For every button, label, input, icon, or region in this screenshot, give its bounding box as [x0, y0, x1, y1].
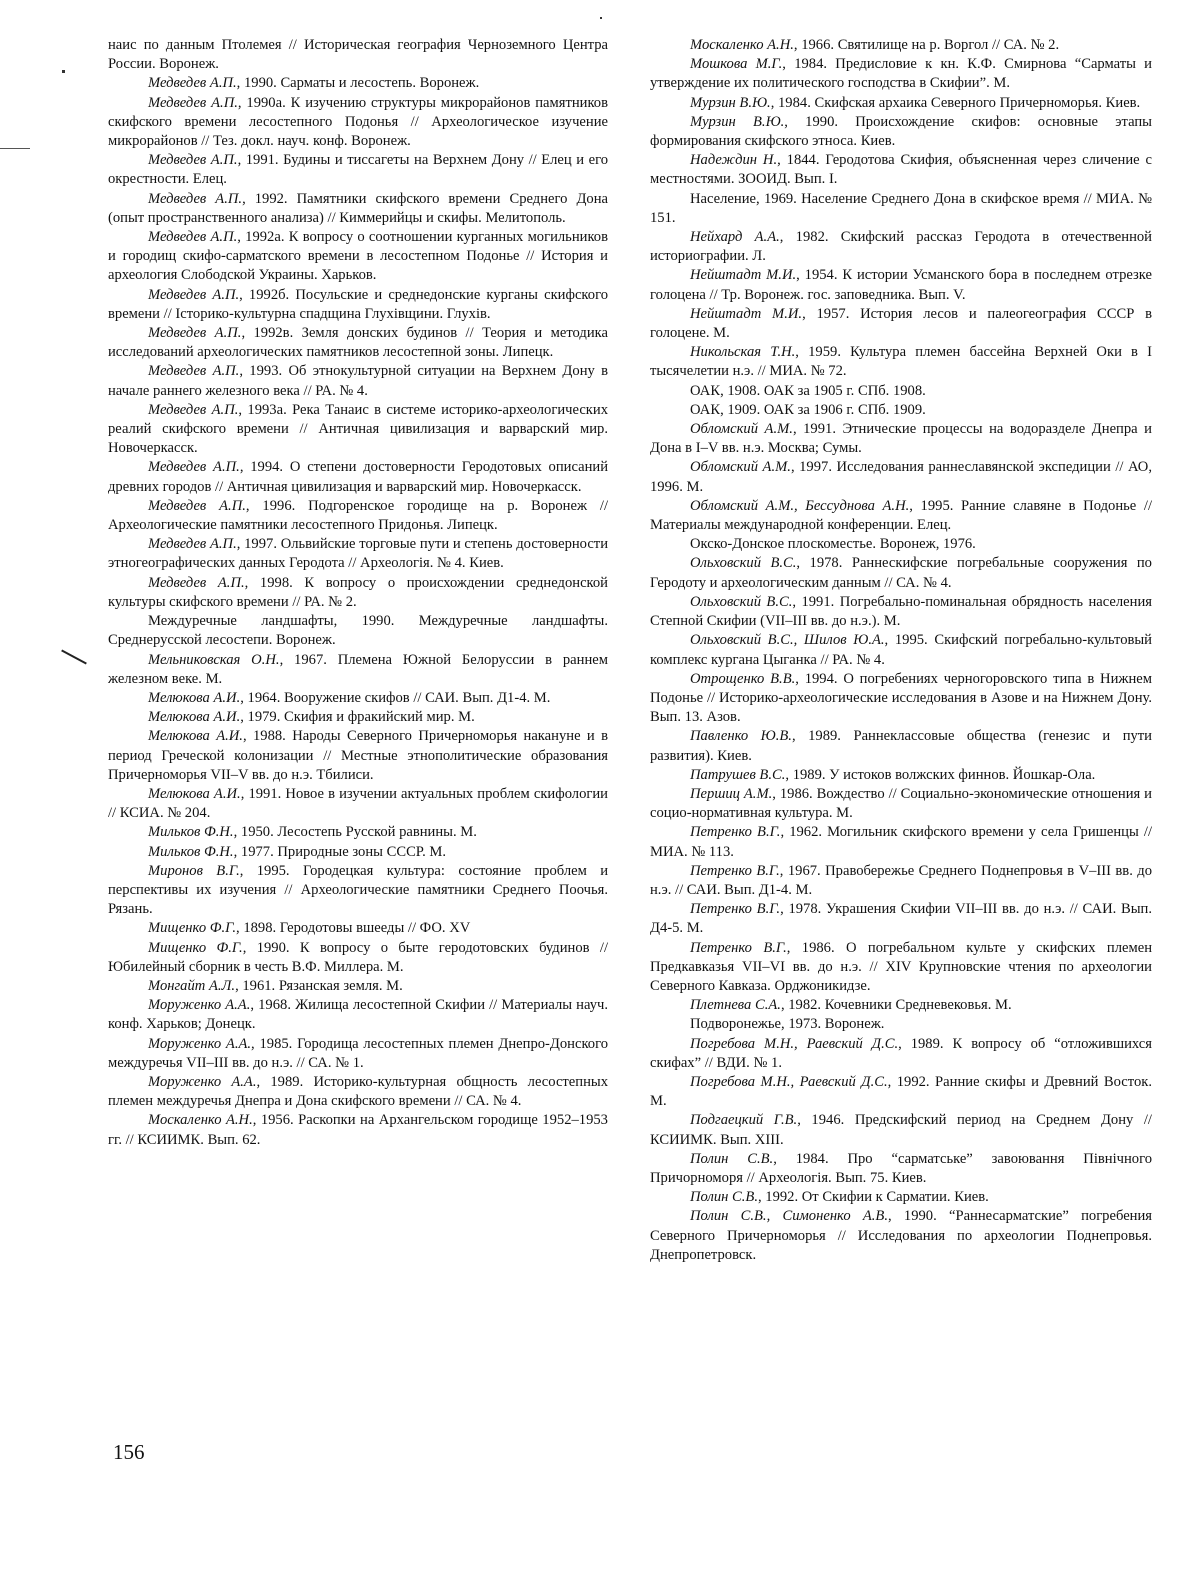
bibliography-entry [108, 939, 608, 977]
entry-text: , 1954. К истории Усманского бора в последнем отрезке голоцена // Тр. Воронеж. гос. заповедника. Вып. V. [650, 267, 1152, 303]
entry-author: Погребова М.Н., Раевский Д.С. [690, 1073, 888, 1090]
entry-author: Нейхард А.А. [690, 229, 780, 246]
entry-text: , 1993а. Река Танаис в системе историко-археологических реалий скифского времени // Античная цивилизация и варварский мир. Новочеркасск. [108, 401, 609, 457]
entry-text: ОАК, 1908. ОАК за 1905 г. СПб. 1908. [690, 382, 926, 399]
entry-author: Павленко Ю.В. [690, 728, 792, 745]
bibliography-entry [650, 401, 1152, 420]
bibliography-entry [650, 55, 1152, 93]
bibliography-entry [108, 977, 608, 996]
entry-text: , 1992. От Скифии к Сарматии. Киев. [757, 1189, 989, 1206]
bibliography-column-left [108, 36, 608, 1150]
bibliography-entry [650, 1073, 1152, 1111]
bibliography-entry [650, 1035, 1152, 1073]
bibliography-entry [650, 862, 1152, 900]
entry-text: , 1995. Ранние славяне в Подонье // Материалы международной конференции. Елец. [650, 497, 1152, 534]
entry-author: Мелюкова А.И. [148, 689, 241, 706]
bibliography-entry [650, 266, 1152, 304]
entry-author: Нейштадт М.И. [690, 267, 797, 284]
bibliography-entry [650, 631, 1152, 669]
entry-text: , 1990а. К изучению структуры микрорайонов памятников скифского времени лесостепного Подонья // Археологическое изучение микрорайонов // Тез. докл. науч. конф. Воронеж. [108, 94, 608, 150]
entry-text: , 1986. Вождество // Социально-экономические отношения и социо-нормативная культура. М. [650, 785, 1152, 822]
bibliography-entry [108, 708, 608, 727]
bibliography-entry [108, 843, 608, 862]
entry-text: , 1978. Раннескифские погребальные сооружения по Геродоту и археологическим данным // СА. № 4. [650, 555, 1152, 591]
entry-text: , 1978. Украшения Скифии VII–III вв. до н.э. // САИ. Вып. Д4-5. М. [650, 901, 1152, 937]
entry-author: Мильков Ф.Н. [148, 824, 234, 841]
bibliography-entry [108, 1035, 608, 1073]
bibliography-entry [108, 862, 608, 920]
bibliography-entry [650, 1111, 1152, 1149]
entry-text: , 1995. Скифский погребально-культовый комплекс кургана Цыганка // РА. № 4. [650, 632, 1152, 668]
bibliography-entry [108, 401, 608, 459]
entry-author: Медведев А.П. [148, 286, 240, 303]
entry-text: , 1959. Культура племен бассейна Верхней Оки в I тысячелетии н.э. // МИА. № 72. [650, 344, 1152, 380]
scan-speck [61, 650, 87, 665]
bibliography-entry [650, 458, 1152, 496]
entry-text: , 1979. Скифия и фракийский мир. М. [240, 709, 475, 726]
bibliography-entry [650, 900, 1152, 938]
bibliography-entry [650, 727, 1152, 765]
bibliography-entry [650, 670, 1152, 728]
bibliography-entry [108, 228, 608, 286]
entry-author: Полин С.В. [690, 1150, 774, 1167]
entry-author: Плетнева С.А. [690, 997, 781, 1014]
entry-text: , 1992. Ранние скифы и Древний Восток. М. [650, 1073, 1152, 1110]
entry-author: Медведев А.П. [148, 401, 239, 418]
bibliography-entry [650, 766, 1152, 785]
entry-author: Полин С.В. [690, 1189, 758, 1206]
entry-author: Ольховский В.С. [690, 555, 797, 572]
entry-text: , 1946. Предскифский период на Среднем Дону // КСИИМК. Вып. XIII. [650, 1112, 1152, 1148]
scan-speck [0, 148, 30, 149]
entry-text: , 1984. Предисловие к кн. К.Ф. Смирнова “Сарматы и утверждение их политического господства в Скифии”. М. [650, 56, 1152, 92]
entry-text: , 1994. О степени достоверности Геродотовых описаний древних городов // Античная цивилизация и варварский мир. Новочеркасск. [108, 459, 609, 495]
bibliography-entry [650, 113, 1152, 151]
entry-author: Петренко В.Г. [690, 862, 780, 879]
entry-text: , 1984. Про “сарматське” завоювання Північного Причорноморя // Археологія. Вып. 75. Киев. [650, 1150, 1153, 1186]
entry-text: , 1844. Геродотова Скифия, объясненная через сличение с местностями. ЗООИД. Вып. I. [650, 152, 1152, 188]
bibliography-column-right [650, 36, 1152, 1265]
bibliography-entry [650, 497, 1152, 535]
entry-author: Мелюкова А.И. [148, 709, 241, 726]
entry-text: ОАК, 1909. ОАК за 1906 г. СПб. 1909. [690, 401, 926, 418]
entry-author: Мошкова М.Г. [690, 56, 783, 73]
entry-text: , 1982. Скифский рассказ Геродота в отечественной историографии. Л. [650, 229, 1152, 265]
entry-author: Моруженко А.А. [148, 997, 251, 1014]
entry-text: , 1957. История лесов и палеогеография СССР в голоцене. М. [650, 305, 1152, 342]
entry-text: , 1997. Исследования раннеславянской экспедиции // АО, 1996. М. [650, 459, 1152, 495]
entry-author: Полин С.В., Симоненко А.В. [690, 1208, 888, 1225]
entry-author: Медведев А.П. [148, 190, 243, 207]
entry-text: , 1966. Святилище на р. Воргол // СА. № 2. [793, 37, 1060, 53]
entry-text: Междуречные ландшафты, 1990. Междуречные ландшафты. Среднерусской лесостепи. Воронеж. [108, 613, 608, 649]
entry-text: , 1992в. Земля донских будинов // Теория и методика исследований археологических памятников лесостепной зоны. Липецк. [108, 325, 609, 361]
entry-text: , 1989. У истоков волжских финнов. Йошкар-Ола. [785, 766, 1096, 783]
entry-author: Мищенко Ф.Г. [148, 920, 237, 937]
entry-text: , 1967. Племена Южной Белоруссии в раннем железном веке. М. [108, 651, 608, 687]
entry-text: , 1982. Кочевники Средневековья. М. [780, 997, 1012, 1014]
bibliography-entry [108, 823, 608, 842]
bibliography-entry [650, 36, 1152, 55]
entry-text: , 1989. Историко-культурная общность лесостепных племен междуречья Днепра и Дона скифского времени // СА. № 4. [108, 1073, 608, 1110]
bibliography-entry [108, 535, 608, 573]
bibliography-entry [108, 612, 608, 650]
entry-author: Мурзин В.Ю. [690, 94, 771, 111]
bibliography-entry [108, 74, 608, 93]
entry-author: Никольская Т.Н. [690, 344, 796, 361]
bibliography-entry [108, 458, 608, 496]
entry-text: , 1998. К вопросу о происхождении среднедонской культуры скифского времени // РА. № 2. [108, 574, 608, 610]
entry-text: , 1984. Скифская архаика Северного Причерноморья. Киев. [770, 94, 1141, 111]
entry-text: , 1991. Погребально-поминальная обрядность населения Степной Скифии (VII–III вв. до н.э.). М. [650, 593, 1152, 630]
entry-author: Мелюкова А.И. [148, 728, 243, 745]
page-number: 156 [113, 1440, 145, 1464]
entry-author: Першиц А.М. [690, 785, 773, 802]
entry-author: Надеждин Н. [690, 152, 778, 169]
bibliography-entry [108, 324, 608, 362]
bibliography-entry [650, 939, 1152, 997]
entry-author: Медведев А.П. [148, 363, 240, 380]
entry-text: , 1989. К вопросу об “отложившихся скифах” // ВДИ. № 1. [650, 1035, 1152, 1071]
entry-author: Мищенко Ф.Г. [148, 939, 243, 956]
entry-text: , 1967. Правобережье Среднего Поднепровья в V–III вв. до н.э. // САИ. Вып. Д1-4. М. [650, 862, 1152, 898]
entry-text: , 1996. Подгоренское городище на р. Воронеж // Археологические памятники лесостепного Придонья. Липецк. [108, 497, 609, 534]
entry-author: Мелюкова А.И. [148, 785, 241, 802]
entry-text: , 1993. Об этнокультурной ситуации на Верхнем Дону в начале раннего железного века // РА. № 4. [108, 363, 608, 399]
entry-author: Мильков Ф.Н. [148, 843, 234, 860]
entry-text: , 1992б. Посульские и среднедонские курганы скифского времени // Історико-культурна спадщина Глухівщини. Глухів. [108, 286, 608, 322]
entry-text: , 1961. Рязанская земля. М. [235, 977, 403, 994]
entry-author: Петренко В.Г. [690, 901, 781, 918]
bibliography-entry [650, 1207, 1152, 1265]
entry-author: Медведев А.П. [148, 459, 240, 476]
bibliography-entry [650, 151, 1152, 189]
bibliography-entry [650, 996, 1152, 1015]
entry-author: Патрушев В.С. [690, 766, 786, 783]
entry-text: , 1995. Городецкая культура: состояние проблем и перспективы их изучения // Археологические памятники Среднего Поочья. Рязань. [108, 862, 608, 918]
entry-text: , 1988. Народы Северного Причерноморья накануне и в период Греческой колонизации // Местные этнополитические образования Причерноморья VII–V вв. до н.э. Тбилиси. [108, 728, 609, 783]
bibliography-entry [108, 785, 608, 823]
entry-author: Мельниковская О.Н. [148, 651, 280, 668]
bibliography-entry [650, 94, 1152, 113]
bibliography-entry [650, 228, 1152, 266]
entry-author: Погребова М.Н., Раевский Д.С. [690, 1035, 899, 1052]
entry-author: Обломский А.М. [690, 421, 793, 438]
entry-text: , 1956. Раскопки на Архангельском городище 1952–1953 гг. // КСИИМК. Вып. 62. [108, 1112, 608, 1148]
bibliography-entry [650, 1150, 1152, 1188]
entry-text: , 1962. Могильник скифского времени у села Гришенцы // МИА. № 113. [650, 824, 1152, 860]
bibliography-entry [108, 94, 608, 152]
bibliography-entry [108, 574, 608, 612]
entry-text: , 1991. Новое в изучении актуальных проблем скифологии // КСИА. № 204. [108, 785, 608, 822]
entry-author: Медведев А.П. [148, 229, 238, 246]
entry-author: Медведев А.П. [148, 574, 245, 591]
bibliography-entry [108, 651, 608, 689]
bibliography-entry [108, 727, 608, 785]
bibliography-entry [108, 362, 608, 400]
entry-author: Отрощенко В.В. [690, 670, 796, 687]
bibliography-entry [650, 785, 1152, 823]
bibliography-entry [108, 1073, 608, 1111]
bibliography-entry [650, 382, 1152, 401]
bibliography-entry [108, 689, 608, 708]
scan-speck [600, 17, 602, 19]
entry-text: , 1990. Сарматы и лесостепь. Воронеж. [236, 75, 480, 92]
entry-text: Окско-Донское плоскоместье. Воронеж, 1976. [690, 536, 976, 553]
bibliography-entry [650, 1188, 1152, 1207]
bibliography-entry [108, 151, 608, 189]
entry-author: Монгайт А.Л. [148, 977, 236, 994]
entry-author: Обломский А.М. [690, 459, 791, 476]
entry-text: , 1990. “Раннесарматские” погребения Северного Причерноморья // Исследования по археологии Поднепровья. Днепропетровск. [650, 1208, 1152, 1263]
entry-author: Медведев А.П. [148, 152, 238, 169]
entry-author: Ольховский В.С. [690, 593, 793, 610]
entry-text: наис по данным Птолемея // Историческая география Черноземного Центра России. Воронеж. [108, 37, 608, 73]
entry-text: , 1994. О погребениях черногоровского типа в Нижнем Подонье // Историко-археологические исследования в Азове и на Нижнем Дону. Вып. 13. Азов. [650, 670, 1152, 726]
entry-author: Медведев А.П. [148, 536, 237, 553]
bibliography-entry [650, 305, 1152, 343]
bibliography-entry [650, 343, 1152, 381]
entry-author: Москаленко А.Н. [690, 37, 794, 53]
entry-text: , 1997. Ольвийские торговые пути и степень достоверности этногеографических данных Геродота // Археологія. № 4. Киев. [108, 536, 608, 572]
bibliography-entry [108, 36, 608, 74]
entry-text: , 1986. О погребальном культе у скифских племен Предкавказья VII–VI вв. до н.э. // XIV Крупновские чтения по археологии Северного Кавказа. Орджоникидзе. [650, 939, 1152, 994]
entry-author: Обломский А.М., Бессуднова А.Н. [690, 497, 910, 514]
bibliography-entry [650, 554, 1152, 592]
entry-text: Подворонежье, 1973. Воронеж. [690, 1016, 885, 1033]
entry-author: Моруженко А.А. [148, 1035, 252, 1052]
entry-text: , 1977. Природные зоны СССР. М. [233, 843, 447, 860]
bibliography-entry [108, 497, 608, 535]
entry-text: , 1990. Происхождение скифов: основные этапы формирования скифского этноса. Киев. [650, 113, 1152, 150]
scan-speck [62, 70, 65, 73]
entry-text: , 1991. Этнические процессы на водоразделе Днепра и Дона в I–V вв. н.э. Москва; Сумы. [650, 421, 1152, 457]
entry-text: , 1964. Вооружение скифов // САИ. Вып. Д1-4. М. [240, 689, 551, 706]
entry-author: Медведев А.П. [148, 94, 238, 111]
entry-author: Медведев А.П. [148, 497, 246, 514]
entry-text: , 1991. Будины и тиссагеты на Верхнем Дону // Елец и его окрестности. Елец. [108, 152, 608, 188]
entry-author: Петренко В.Г. [690, 824, 781, 841]
entry-text: , 1992а. К вопросу о соотношении курганных могильников и городищ скифо-сарматского времени в лесостепном Подонье // История и археология Слободской Украины. Харьков. [108, 229, 608, 284]
entry-text: , 1990. К вопросу о быте геродотовских будинов // Юбилейный сборник в честь В.Ф. Миллера. М. [108, 939, 608, 975]
entry-author: Миронов В.Г. [148, 862, 240, 879]
bibliography-entry [650, 190, 1152, 228]
entry-text: , 1898. Геродотовы вшееды // ФО. XV [236, 920, 471, 937]
entry-author: Нейштадт М.И. [690, 305, 803, 322]
bibliography-entry [650, 535, 1152, 554]
entry-text: , 1950. Лесостепь Русской равнины. М. [233, 824, 477, 841]
entry-author: Мурзин В.Ю. [690, 113, 785, 130]
entry-text: Население, 1969. Население Среднего Дона в скифское время // МИА. № 151. [650, 190, 1152, 226]
entry-author: Подгаецкий Г.В. [690, 1112, 798, 1129]
entry-text: , 1985. Городища лесостепных племен Днепро-Донского междуречья VII–III вв. до н.э. // СА. № 1. [108, 1035, 609, 1071]
entry-author: Медведев А.П. [148, 325, 242, 342]
bibliography-entry [650, 823, 1152, 861]
entry-author: Москаленко А.Н. [148, 1112, 253, 1129]
bibliography-entry [650, 593, 1152, 631]
entry-author: Медведев А.П. [148, 75, 237, 92]
entry-author: Ольховский В.С., Шилов Ю.А. [690, 632, 885, 649]
entry-author: Моруженко А.А. [148, 1073, 257, 1090]
bibliography-entry [650, 420, 1152, 458]
bibliography-entry [108, 286, 608, 324]
bibliography-entry [108, 919, 608, 938]
entry-text: , 1989. Раннеклассовые общества (генезис и пути развития). Киев. [650, 728, 1152, 764]
bibliography-entry [108, 1111, 608, 1149]
bibliography-entry [108, 190, 608, 228]
entry-text: , 1992. Памятники скифского времени Среднего Дона (опыт пространственного анализа) // Киммерийцы и скифы. Мелитополь. [108, 190, 608, 226]
entry-text: , 1968. Жилища лесостепной Скифии // Материалы науч. конф. Харьков; Донецк. [108, 997, 609, 1033]
bibliography-entry [650, 1015, 1152, 1034]
bibliography-entry [108, 996, 608, 1034]
entry-author: Петренко В.Г. [690, 939, 787, 956]
